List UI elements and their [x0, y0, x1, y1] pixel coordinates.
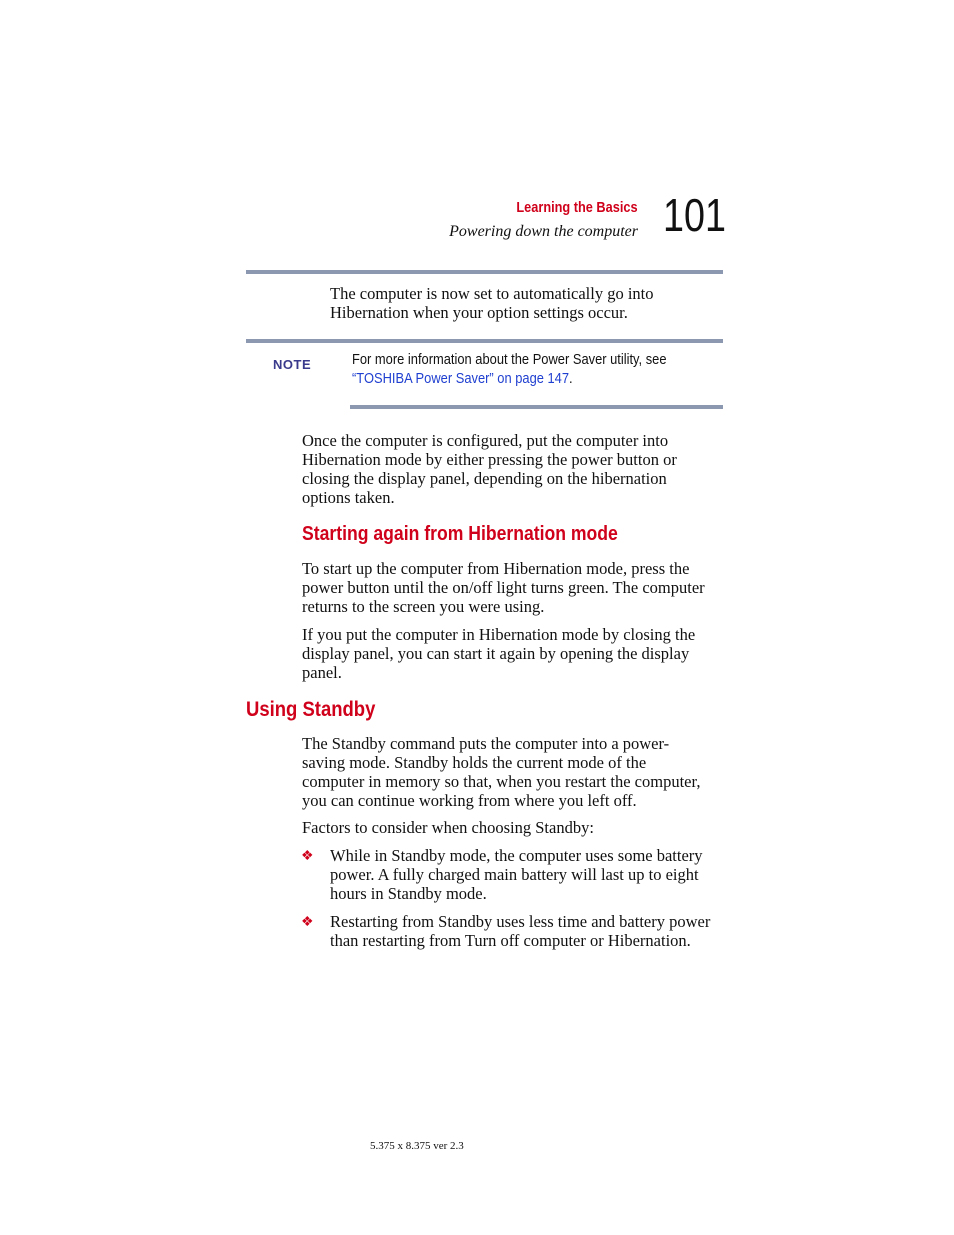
bullet1-line-2: power. A fully charged main battery will last up to eight	[330, 865, 699, 884]
intro-line-1: The computer is now set to automatically go into	[330, 284, 654, 303]
heading-starting-again: Starting again from Hibernation mode	[302, 523, 618, 545]
factors-intro: Factors to consider when choosing Standby:	[302, 818, 594, 837]
note-line-2	[352, 369, 670, 388]
para1-line-3: closing the display panel, depending on the hibernation	[302, 469, 667, 488]
running-header-section: Powering down the computer	[449, 223, 638, 240]
hib-p1-line-3: returns to the screen you were using.	[302, 597, 545, 616]
intro-line-2: Hibernation when your option settings occur.	[330, 303, 628, 322]
note-link[interactable]: “TOSHIBA Power Saver” on page 147	[352, 370, 570, 387]
hibernation-paragraph-1	[302, 559, 722, 616]
bullet1-line-1: While in Standby mode, the computer uses some battery	[330, 846, 703, 865]
para1-line-1: Once the computer is configured, put the computer into	[302, 431, 669, 450]
note-text	[352, 350, 670, 388]
note-bottom-rule	[350, 405, 723, 409]
hib-p2-line-2: display panel, you can start it again by opening the display	[302, 644, 690, 663]
hib-p1-line-1: To start up the computer from Hibernation mode, press the	[302, 559, 690, 578]
intro-paragraph	[330, 284, 722, 322]
para1-line-4: options taken.	[302, 488, 395, 507]
heading-using-standby: Using Standby	[246, 698, 376, 721]
bullet-diamond-icon: ❖	[301, 915, 314, 930]
note-top-rule	[246, 339, 723, 343]
hib-p1-line-2: power button until the on/off light turns green. The computer	[302, 578, 705, 597]
sb-p1-line-2: saving mode. Standby holds the current mode of the	[302, 753, 647, 772]
bullet-item-1	[330, 846, 722, 903]
configured-paragraph	[302, 431, 722, 507]
hib-p2-line-1: If you put the computer in Hibernation mode by closing the	[302, 625, 696, 644]
bullet-diamond-icon: ❖	[301, 849, 314, 864]
note-label: NOTE	[273, 357, 312, 372]
para1-line-2: Hibernation mode by either pressing the power button or	[302, 450, 677, 469]
page-number: 101	[663, 189, 726, 241]
top-divider	[246, 270, 723, 274]
bullet2-line-2: than restarting from Turn off computer or Hibernation.	[330, 931, 691, 950]
sb-p1-line-1: The Standby command puts the computer into a power-	[302, 734, 670, 753]
standby-paragraph-1	[302, 734, 722, 810]
footer-version: 5.375 x 8.375 ver 2.3	[370, 1140, 464, 1152]
hibernation-paragraph-2	[302, 625, 722, 682]
sb-p1-line-3: computer in memory so that, when you restart the computer,	[302, 772, 701, 791]
note-line-1: For more information about the Power Saver utility, see	[352, 351, 667, 368]
hib-p2-line-3: panel.	[302, 663, 342, 682]
note-link-period: .	[569, 370, 573, 387]
sb-p1-line-4: you can continue working from where you left off.	[302, 791, 637, 810]
bullet2-line-1: Restarting from Standby uses less time and battery power	[330, 912, 711, 931]
running-header-chapter: Learning the Basics	[516, 199, 638, 216]
bullet-item-2	[330, 912, 722, 950]
bullet1-line-3: hours in Standby mode.	[330, 884, 487, 903]
